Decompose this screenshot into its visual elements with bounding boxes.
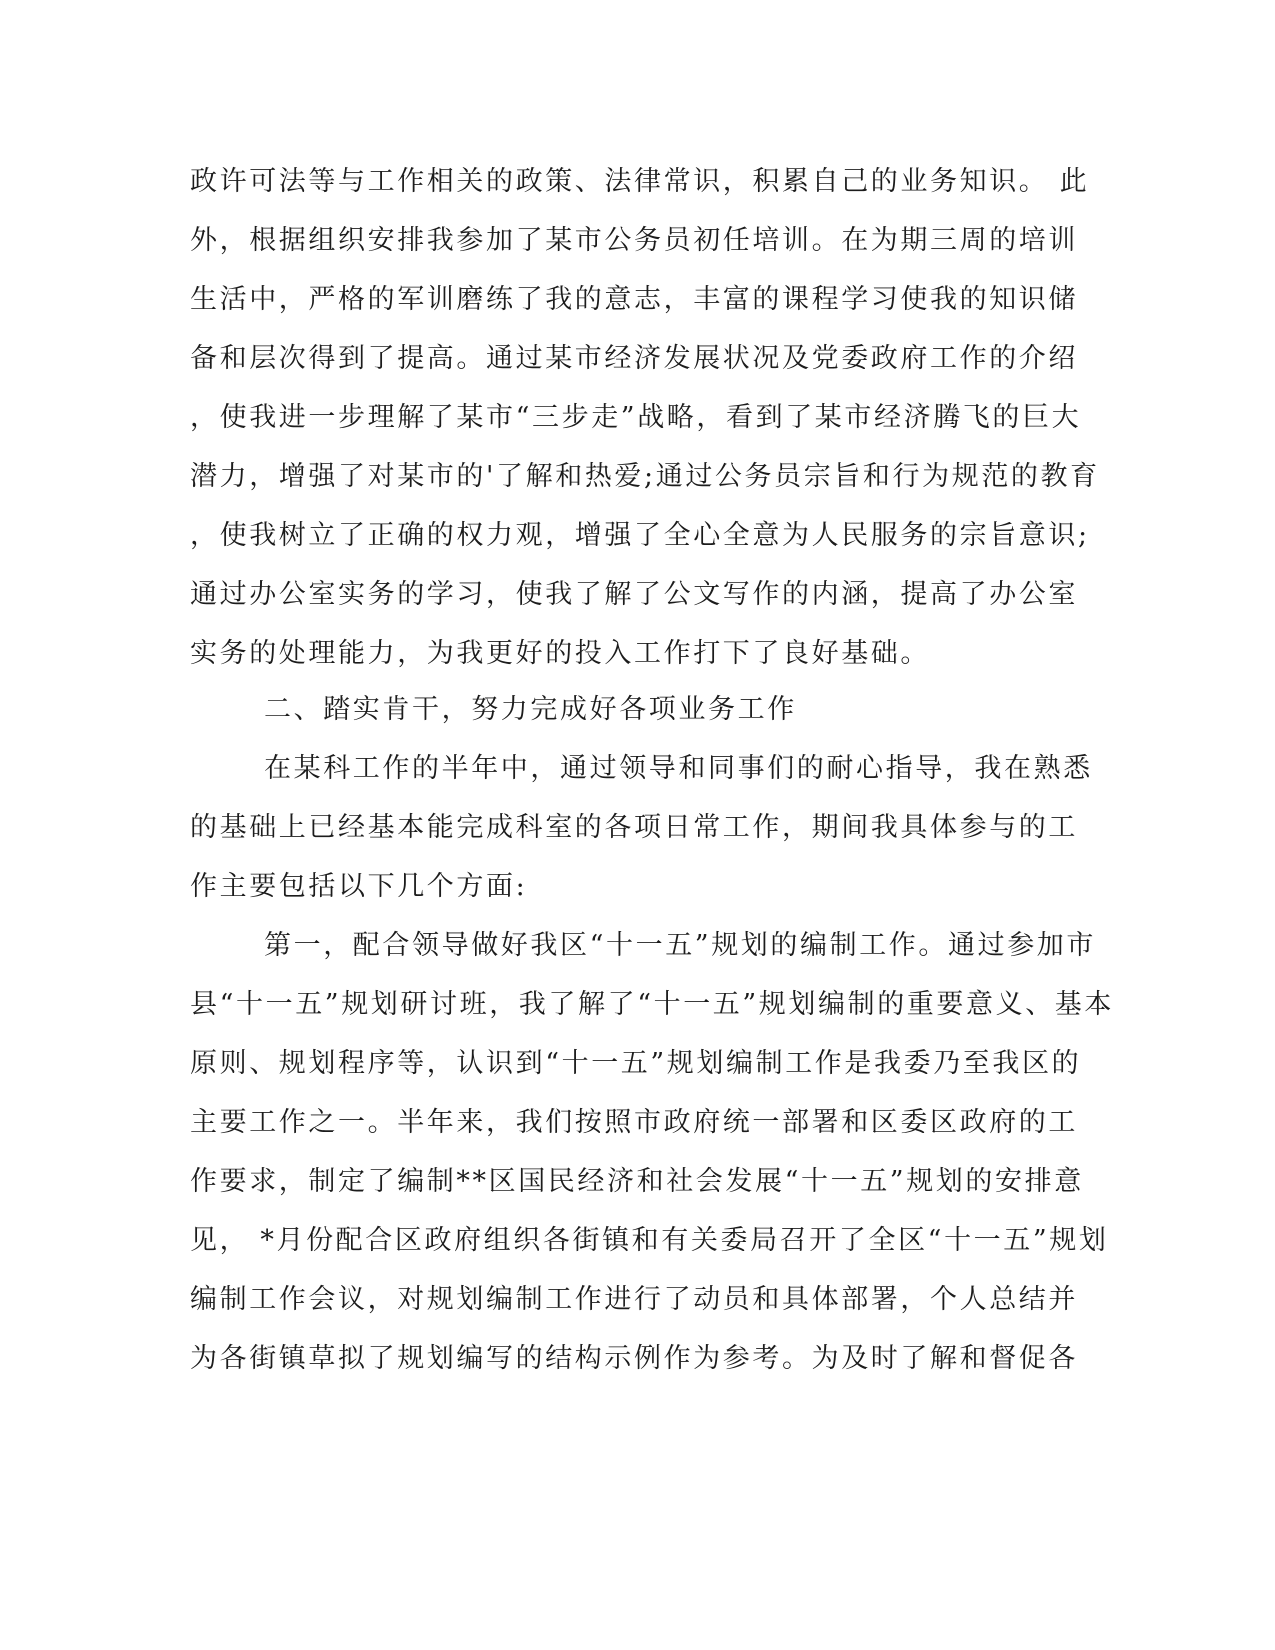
- text-line: 第一，配合领导做好我区“十一五”规划的编制工作。通过参加市: [264, 930, 1097, 961]
- text-line: 生活中，严格的军训磨练了我的意志，丰富的课程学习使我的知识储: [190, 284, 1078, 315]
- text-line: 通过办公室实务的学习，使我了解了公文写作的内涵，提高了办公室: [190, 579, 1078, 610]
- text-line: 备和层次得到了提高。通过某市经济发展状况及党委政府工作的介绍: [190, 343, 1078, 374]
- section-heading: 二、踏实肯干，努力完成好各项业务工作: [264, 694, 797, 725]
- text-line: 主要工作之一。半年来，我们按照市政府统一部署和区委区政府的工: [190, 1107, 1078, 1138]
- text-line: 的基础上已经基本能完成科室的各项日常工作，期间我具体参与的工: [190, 812, 1078, 843]
- text-line: 外，根据组织安排我参加了某市公务员初任培训。在为期三周的培训: [190, 225, 1078, 256]
- text-line: 作主要包括以下几个方面:: [190, 871, 528, 902]
- text-line: 为各街镇草拟了规划编写的结构示例作为参考。为及时了解和督促各: [190, 1343, 1078, 1374]
- text-line: 编制工作会议，对规划编制工作进行了动员和具体部署，个人总结并: [190, 1284, 1078, 1315]
- text-line: 政许可法等与工作相关的政策、法律常识，积累自己的业务知识。 此: [190, 166, 1090, 197]
- text-line: 见， *月份配合区政府组织各街镇和有关委局召开了全区“十一五”规划: [190, 1225, 1109, 1256]
- text-line: ，使我树立了正确的权力观，增强了全心全意为人民服务的宗旨意识;: [190, 520, 1090, 551]
- text-line: 实务的处理能力，为我更好的投入工作打下了良好基础。: [190, 638, 930, 669]
- text-line: ，使我进一步理解了某市“三步走”战略，看到了某市经济腾飞的巨大: [190, 402, 1082, 433]
- text-line: 潜力，增强了对某市的'了解和热爱;通过公务员宗旨和行为规范的教育: [190, 461, 1100, 492]
- text-line: 作要求，制定了编制**区国民经济和社会发展“十一五”规划的安排意: [190, 1166, 1084, 1197]
- text-line: 原则、规划程序等，认识到“十一五”规划编制工作是我委乃至我区的: [190, 1048, 1082, 1079]
- text-line: 在某科工作的半年中，通过领导和同事们的耐心指导，我在熟悉: [264, 753, 1093, 784]
- text-line: 县“十一五”规划研讨班，我了解了“十一五”规划编制的重要意义、基本: [190, 989, 1115, 1020]
